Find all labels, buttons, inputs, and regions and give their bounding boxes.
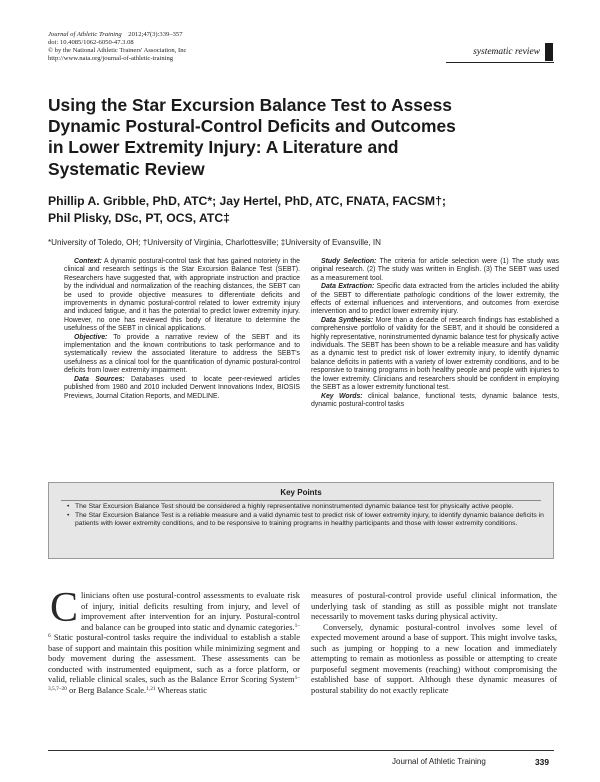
- body-paragraph: measures of postural-control provide useful clinical information, the underlying task of standing as still as possible might not translate necessarily to movement tasks during physical activity.: [311, 590, 557, 622]
- copyright: © by the National Athletic Trainers' Association, Inc: [48, 46, 187, 54]
- journal-metadata: [48, 31, 186, 63]
- abstract-label: Data Extraction:: [321, 283, 375, 291]
- section-marker-bar: [545, 43, 553, 61]
- journal-citation-line: [48, 31, 186, 39]
- title-line: Dynamic Postural-Control Deficits and Outcomes: [48, 116, 456, 137]
- abstract-label: Context:: [74, 258, 102, 265]
- citation-ref: 1–6: [48, 622, 300, 640]
- doi: doi: 10.4085/1062-6050-47.3.08: [48, 38, 134, 46]
- abstract-text: Specific data extracted from the articles included the ability of the SEBT to differentiate pathologic conditions of the lower extremity, the effects of external influences and interventions, and outcomes from exercise intervention and to predict lower extremity injury.: [311, 283, 559, 316]
- title-line: in Lower Extremity Injury: A Literature and: [48, 137, 399, 158]
- footer-rule: [48, 750, 554, 751]
- body-text: linicians often use postural-control assessments to evaluate risk of injury, initial deficits resulting from injury, and level of improvement after intervention for an injury. Postural-control and balance can be grouped into static and dynamic categories.: [81, 590, 300, 632]
- abstract-text: More than a decade of research findings has established a comprehensive portfolio of validity for the SEBT, and it should be considered a highly representative, noninstrumented dynamic balance test for physically active individuals. The SEBT has been shown to be a reliable measure and has validity as a dynamic test to predict risk of lower extremity injury, to identify dynamic balance deficits in patients with a variety of lower extremity conditions, and to be responsive to training programs in both healthy people and people with injuries to the lower extremity. Clinicians and researchers should be confident in employing the SEBT as a lower extremity functional test.: [311, 316, 559, 392]
- key-point-text: The Star Excursion Balance Test should be considered a highly representative noninstrumented dynamic balance test for physically active people.: [75, 503, 514, 510]
- body-text: or Berg Balance Scale.: [66, 684, 147, 695]
- abstract-label: Data Synthesis:: [321, 316, 374, 324]
- abstract-objective: [64, 334, 300, 376]
- abstract-study-selection: [311, 258, 559, 283]
- abstract-data-sources: [64, 376, 300, 401]
- citation-ref: 1,21: [146, 685, 156, 692]
- author-list: [48, 193, 548, 226]
- key-points-list: [67, 503, 545, 529]
- title-line: Systematic Review: [48, 158, 205, 179]
- abstract-key-words: [311, 393, 559, 410]
- body-text: Whereas static: [155, 684, 207, 695]
- key-points-rule: [61, 500, 541, 501]
- body-left-column: [48, 585, 300, 695]
- journal-name: Journal of Athletic Training: [48, 31, 122, 38]
- abstract-label: Key Words:: [321, 392, 363, 400]
- article-title: [48, 95, 528, 180]
- abstract-right-column: [311, 258, 559, 409]
- author-line: Phillip A. Gribble, PhD, ATC*; Jay Hertel, PhD, ATC, FNATA, FACSM†;: [48, 194, 446, 208]
- abstract-label: Objective:: [74, 333, 108, 341]
- abstract-text: clinical balance, functional tests, dynamic balance tests, dynamic postural-control tasks: [311, 392, 560, 408]
- key-point-text: The Star Excursion Balance Test is a reliable measure and a valid dynamic test to predict risk of lower extremity injury, to identify dynamic balance deficits in patients with lower extremity conditions, and to be responsive to training programs in healthy participants and those with lower extremity conditions.: [75, 511, 544, 528]
- abstract-text: To provide a narrative review of the SEBT and its implementation and the known contributions to task performance and to systematically review the associated literature to address the SEBT's usefulness as a clinical tool for the quantification of dynamic postural-control deficits from lower extremity impairment.: [64, 333, 300, 375]
- page-number: 339: [535, 757, 549, 767]
- abstract-data-synthesis: [311, 317, 559, 393]
- journal-url: http://www.nata.org/journal-of-athletic-training: [48, 54, 174, 62]
- author-line: Phil Plisky, DSc, PT, OCS, ATC‡: [48, 210, 230, 225]
- abstract-left-column: [64, 258, 300, 401]
- body-text: Static postural-control tasks require the individual to establish a stable base of support and maintain this position while minimizing segment and body movement during the assessment. These assessments can be conducted with instrumented equipment, such as a force platform, or valid, reliable clinical scales, such as the Balance Error Scoring System: [48, 632, 300, 685]
- abstract-label: Study Selection:: [321, 258, 377, 265]
- key-point-item: [67, 512, 545, 529]
- citation-ref: 1–3,5,7–20: [48, 675, 300, 692]
- header-rule: [446, 62, 554, 63]
- footer-journal-name: Journal of Athletic Training: [392, 757, 486, 766]
- bullet-icon: •: [67, 503, 70, 510]
- journal-citation: 2012;47(3):339–357: [128, 31, 183, 38]
- title-line: Using the Star Excursion Balance Test to Assess: [48, 95, 452, 115]
- key-points-title: Key Points: [280, 488, 322, 497]
- abstract-data-extraction: [311, 283, 559, 317]
- drop-cap: C: [50, 585, 79, 631]
- abstract-text: The criteria for article selection were (1) The study was original research. (2) The study was written in English. (3) The SEBT was used as a measurement tool.: [311, 258, 559, 282]
- abstract-context: [64, 258, 300, 334]
- abstract-text: Databases used to locate peer-reviewed articles published from 1980 and 2010 included Derwent Innovations Index, BIOSIS Previews, Journal Citation Reports, and MEDLINE.: [64, 375, 300, 400]
- key-points-box: [48, 482, 554, 559]
- body-right-column: [311, 590, 557, 695]
- body-paragraph: Conversely, dynamic postural-control involves some level of expected movement around a base of support. This might involve tasks, such as jumping or hopping to a new location and immediately attempting to remain as motionless as possible or attempting to create purposeful segment movements (reaching) without compromising the established base of support. Although these dynamic measures of postural stability do not exactly replicate: [311, 621, 557, 695]
- section-label: systematic review: [473, 47, 540, 57]
- key-point-item: [67, 503, 545, 512]
- affiliations: *University of Toledo, OH; †University of Virginia, Charlottesville; ‡University of Evansville, IN: [48, 238, 382, 247]
- abstract-text: A dynamic postural-control task that has gained notoriety in the clinical and research settings is the Star Excursion Balance Test (SEBT). Researchers have suggested that, with appropriate instruction and practice by the individual and normalization of the reaching distances, the SEBT can be used to provide objective measures to differentiate deficits and improvements in dynamic postural-control related to lower extremity injury and induced fatigue, and it has the potential to predict lower extremity injury. However, no one has reviewed this body of literature to determine the usefulness of the SEBT in clinical applications.: [64, 258, 300, 333]
- bullet-icon: •: [67, 511, 70, 519]
- abstract-label: Data Sources:: [74, 375, 125, 383]
- body-paragraph: [48, 585, 300, 695]
